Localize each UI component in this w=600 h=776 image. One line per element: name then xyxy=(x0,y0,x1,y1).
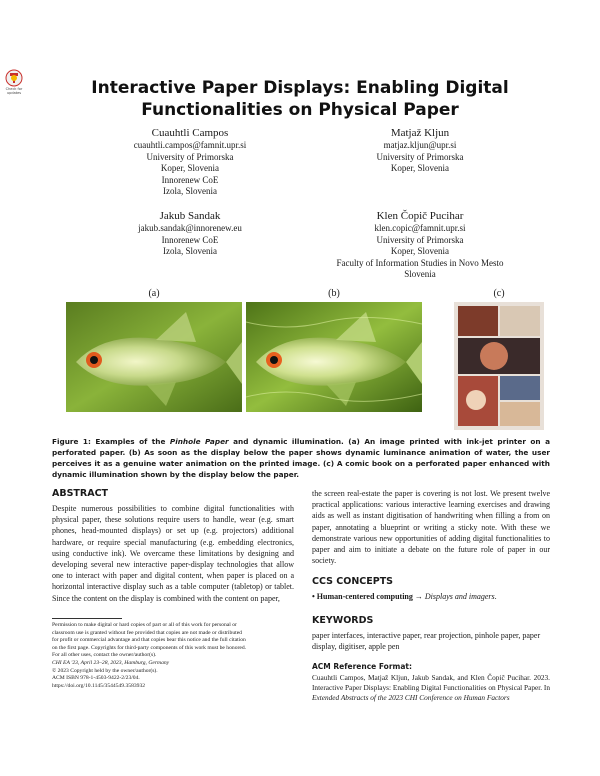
author-location: Koper, Slovenia xyxy=(160,163,220,173)
abstract-section xyxy=(52,488,294,604)
reference-italic: Extended Abstracts of the 2023 CHI Conference on Human Factors xyxy=(312,693,510,703)
fish-photo-a xyxy=(66,302,242,412)
ccs-bullet: • Human-centered computing xyxy=(312,592,413,602)
author-block-3 xyxy=(110,209,270,258)
figure-label-b: (b) xyxy=(328,288,340,299)
author-affiliation: Innorenew CoE xyxy=(161,234,219,245)
author-block-1 xyxy=(110,126,270,198)
author-email: jakub.sandak@innorenew.eu xyxy=(138,223,242,233)
caption-rest: and dynamic illumination. (a) An image printed with ink-jet printer on a perforated paper. (b) As soon as the display below the paper shows dynamic luminance animation of water, the user perceives it as a genuine water animation on the printed image. (c) A comic book on a perforated paper enhanced with dynamic illumination shown by the display below the paper. xyxy=(52,437,551,479)
reference-lead: Cuauhtli Campos, Matjaž Kljun, Jakub Sandak, and Klen Čopič Pucihar. 2023. Interactive Paper Displays: Enabling Digital Functionalities on Physical Paper. In xyxy=(312,673,550,693)
badge-label: Check for updates xyxy=(5,87,23,95)
footnote-line: For all other uses, contact the owner/author(s). xyxy=(52,652,157,659)
paper-title: Interactive Paper Displays: Enabling Digital Functionalities on Physical Paper xyxy=(91,78,509,120)
author-affiliation: University of Primorska xyxy=(376,234,464,245)
author-name: Cuauhtli Campos xyxy=(151,127,229,139)
author-affiliation: University of Primorska xyxy=(376,151,464,162)
footnote-line: on the first page. Copyrights for third-party components of this work must be honored. xyxy=(52,644,247,651)
footnote-doi[interactable]: https://doi.org/10.1145/3544549.3583932 xyxy=(52,682,146,689)
author-name: Matjaž Kljun xyxy=(390,127,450,139)
author-affiliation: Innorenew CoE xyxy=(161,174,219,185)
abstract-text: Despite numerous possibilities to combine digital functionalities with physical paper, these solutions require users to handle, wear (e.g. smart phones, head-mounted displays) or set up (e.g. projectors) additional hardware, or require special manufacturing (e.g. embedding electronics, using conductive ink). We overcame these limitations by designing and developing several new interactive paper-display technologies that allow one to interact with paper and digital content, when paper is placed on a horizontal interactive display such as a table computer (tabletop) or tablet. Since the content on the display is combined with the content on paper, xyxy=(52,504,294,603)
reference-heading: ACM Reference Format: xyxy=(312,662,412,672)
ccs-text xyxy=(312,591,550,602)
footnote-line: classroom use is granted without fee provided that copies are not made or distributed xyxy=(52,629,242,636)
author-email: cuauhtli.campos@famnit.upr.si xyxy=(133,140,247,150)
author-name: Jakub Sandak xyxy=(159,210,221,222)
comic-photo-c xyxy=(454,302,544,430)
author-name: Klen Čopič Pucihar xyxy=(376,210,464,222)
author-block-2 xyxy=(330,126,510,175)
reference-text xyxy=(312,673,550,703)
author-location: Koper, Slovenia xyxy=(390,163,450,173)
author-location: Slovenia xyxy=(404,269,436,279)
footnote-line: Permission to make digital or hard copies of part or all of this work for personal or xyxy=(52,622,237,628)
keywords-text: paper interfaces, interactive paper, rear projection, pinhole paper, paper display, digitiser, apple pen xyxy=(312,630,541,651)
author-block-4 xyxy=(310,209,530,281)
ccs-italic: Displays and imagers xyxy=(424,592,495,602)
ccs-arrow: → xyxy=(412,592,425,602)
footnote-rule xyxy=(52,618,122,619)
author-email: klen.copic@famnit.upr.si xyxy=(374,223,466,233)
author-location: Izola, Slovenia xyxy=(163,186,217,196)
footnote-venue: CHI EA '23, April 23–28, 2023, Hamburg, Germany xyxy=(52,659,170,666)
abstract-heading: ABSTRACT xyxy=(52,488,109,499)
footnote-copyright: © 2023 Copyright held by the owner/author(s). xyxy=(52,667,158,674)
abstract-continued: the screen real-estate the paper is covering is not lost. We present twelve practical applications: various interactive learning exercises and drawing aids as well as instant digitisation of handwriting when filling a from on paper, annotating a blueprint or writing a sticky note. With these we demonstrate various new opportunities of adding digital functionalities to paper and aim to initiate a debate on the future role of paper in our society. xyxy=(312,489,550,566)
caption-italic: Pinhole Paper xyxy=(169,437,229,446)
footnote-isbn: ACM ISBN 978-1-4503-9422-2/23/04. xyxy=(52,675,140,682)
keywords-heading: KEYWORDS xyxy=(312,614,374,626)
author-email: matjaz.kljun@upr.si xyxy=(383,140,457,150)
caption-lead: Figure 1: Examples of the xyxy=(52,437,170,446)
ccs-end: . xyxy=(494,592,497,602)
ccs-heading: CCS CONCEPTS xyxy=(312,576,394,588)
footnote-line: for profit or commercial advantage and that copies bear this notice and the full citation xyxy=(52,637,246,644)
figure-caption xyxy=(52,436,550,480)
author-location: Izola, Slovenia xyxy=(163,246,217,256)
right-column xyxy=(312,488,550,703)
author-affiliation: University of Primorska xyxy=(146,151,234,162)
footnote xyxy=(52,622,298,690)
figure-label-c: (c) xyxy=(493,288,505,299)
author-affiliation: Faculty of Information Studies in Novo Mesto xyxy=(336,257,504,268)
check-for-updates-badge[interactable] xyxy=(2,68,26,96)
author-location: Koper, Slovenia xyxy=(390,246,450,256)
fish-photo-b xyxy=(246,302,422,412)
figure-label-a: (a) xyxy=(148,288,160,299)
